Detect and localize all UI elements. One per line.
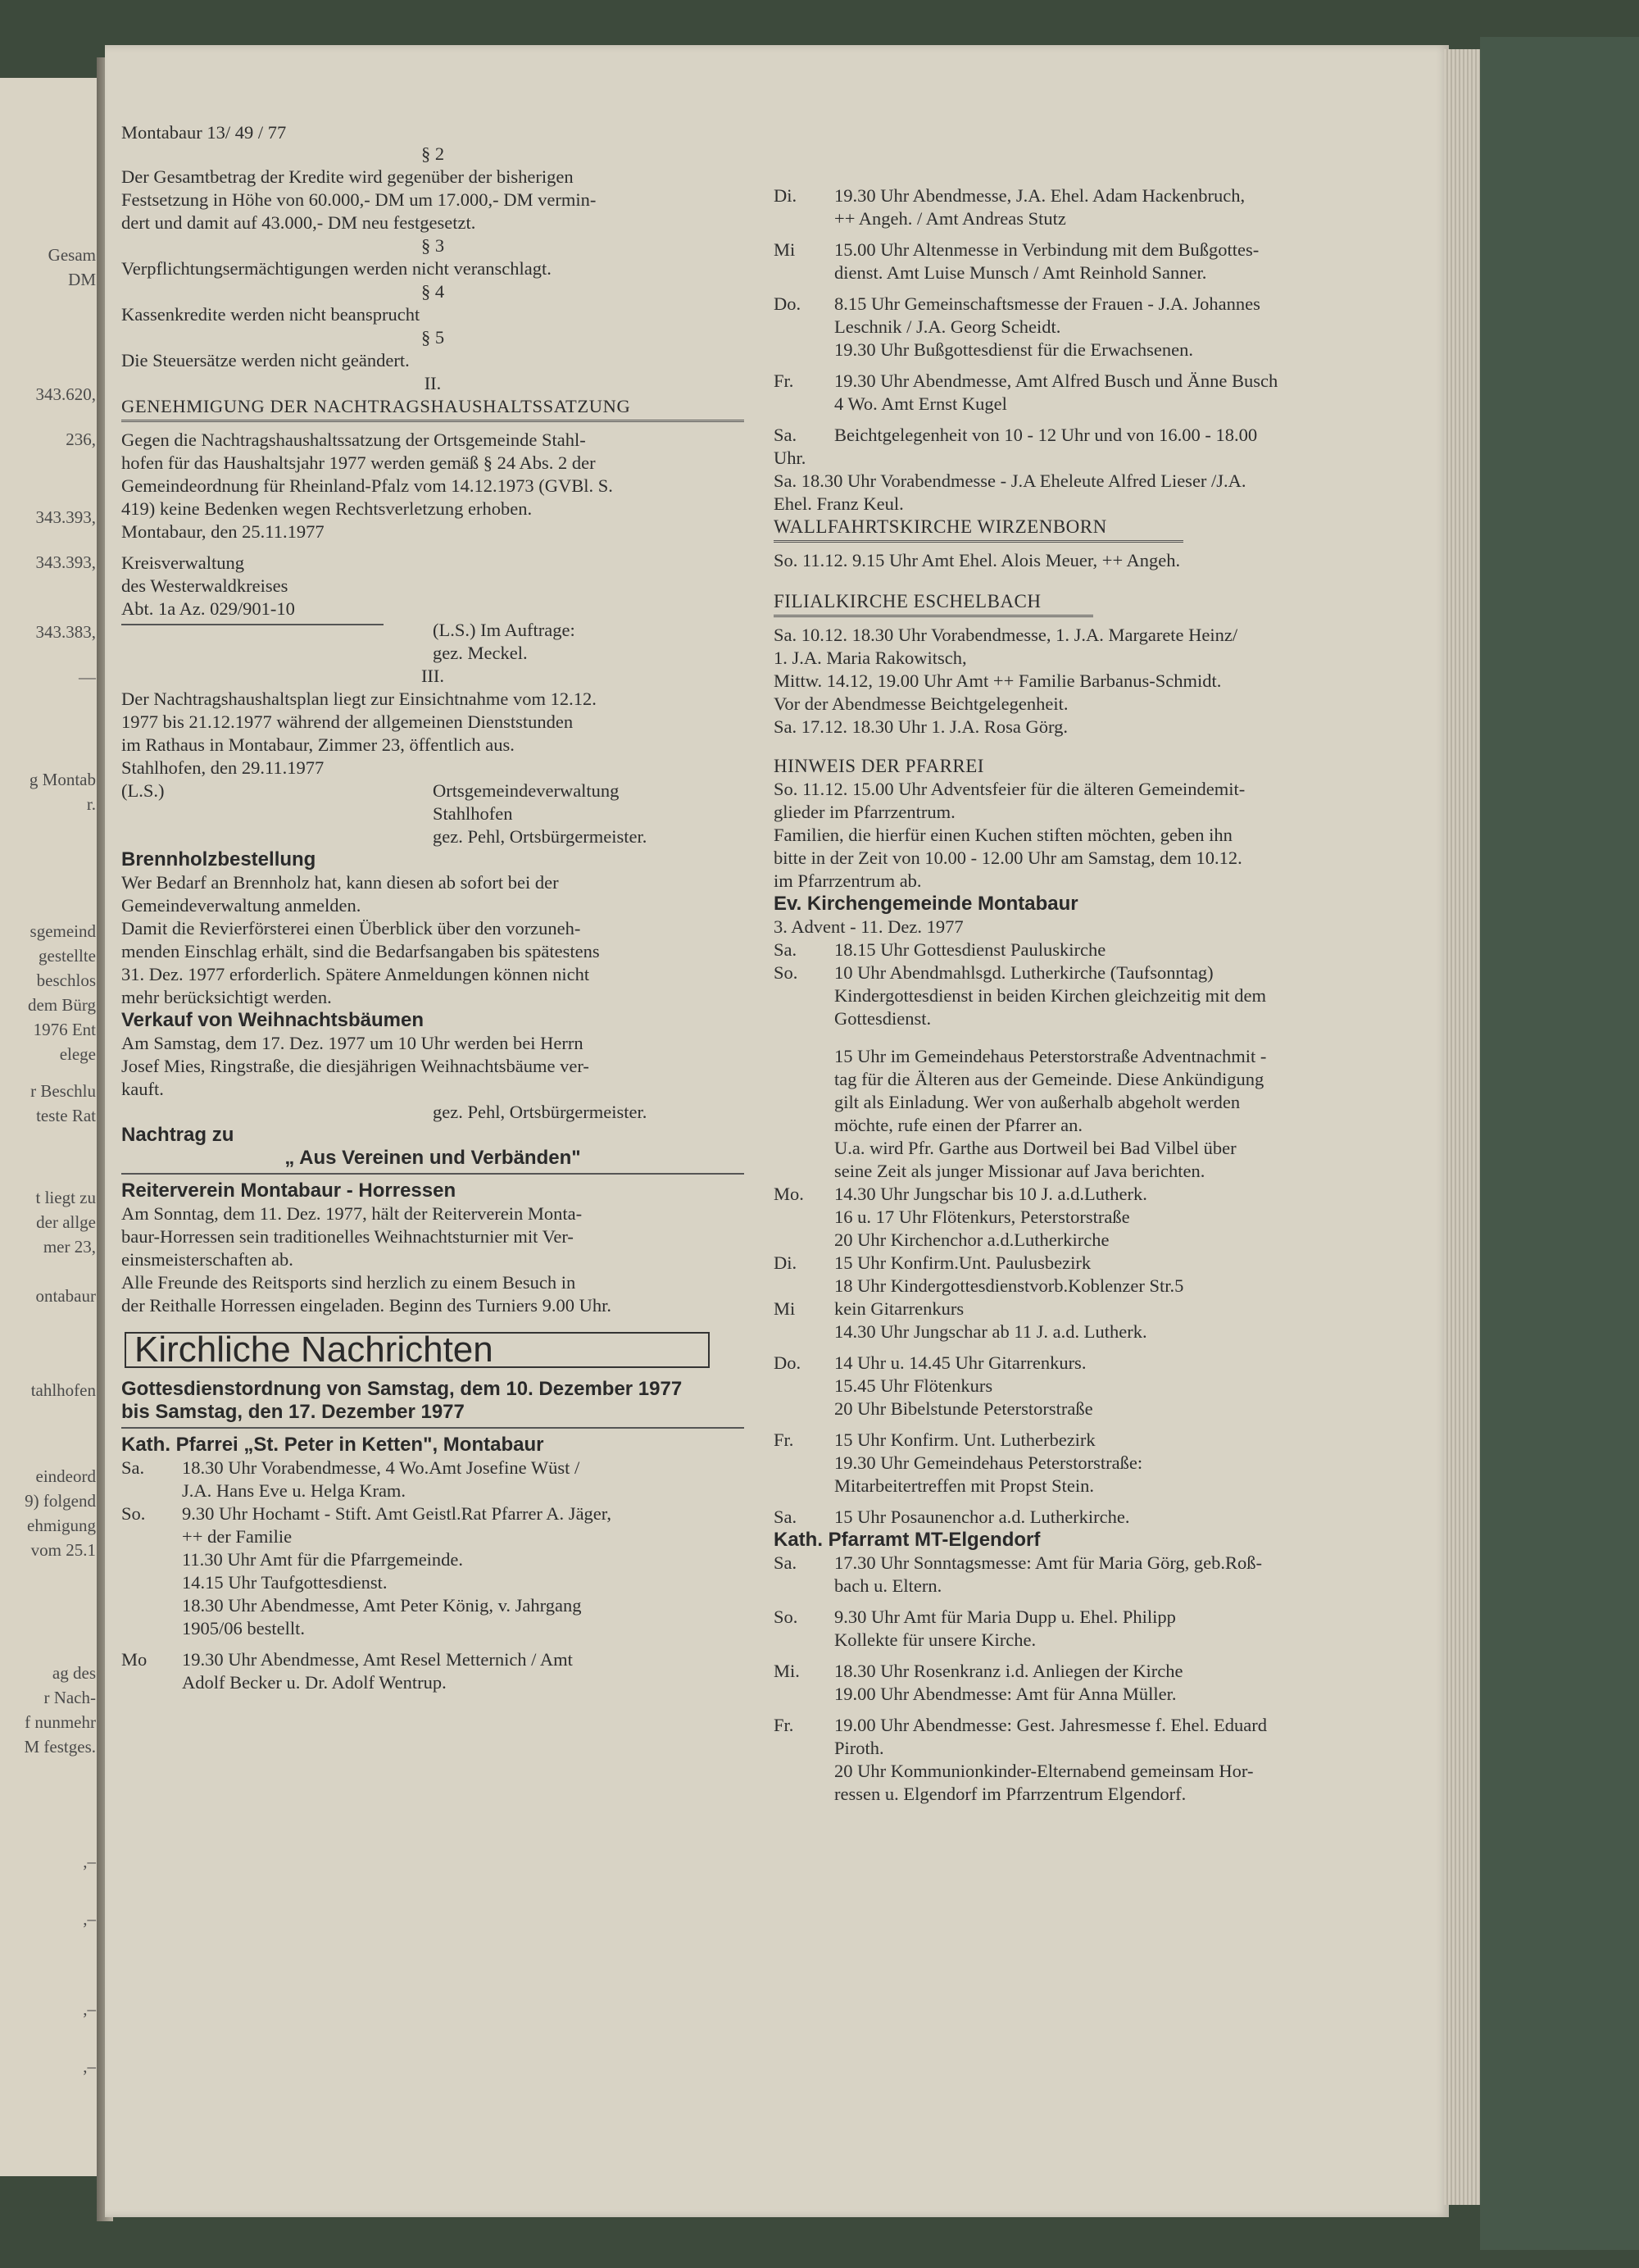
kirchliche-nachrichten-box: Kirchliche Nachrichten <box>125 1332 710 1368</box>
verkauf-heading: Verkauf von Weihnachtsbäumen <box>121 1009 424 1031</box>
section-2-text: Der Gesamtbetrag der Kredite wird gegenüber der bisherigen Festsetzung in Höhe von 60.000,- DM um 17.000,- DM vermin- dert und damit auf 43.000,- DM neu festgesetzt. <box>121 166 597 233</box>
previous-page-fragment: 9) folgend <box>25 1491 96 1511</box>
section-4-heading: § 4 <box>420 281 445 302</box>
previous-page-fragment: 343.620, <box>35 384 96 404</box>
previous-page-fragment: r. <box>86 794 96 814</box>
signature-meckel: gez. Meckel. <box>433 643 528 663</box>
schedule-line: Sa. 18.30 Uhr Vorabendmesse - J.A Eheleute Alfred Lieser /J.A. <box>774 470 1246 491</box>
previous-page-fragment: ,– <box>83 1909 96 1929</box>
schedule-row: 15 Uhr im Gemeindehaus Peterstorstraße Adventnachmit - tag für die Älteren aus der Gemeinde. Diese Ankündigung gilt als Einladung. Wer von außerhalb abgeholt werden möchte, rufe einen der Pfarrer an. U.a. wird Pfr. Garthe aus Dortweil bei Bad Vilbel über seine Zeit als junger Missionar auf Java berichten. <box>834 1046 1267 1181</box>
genehmigung-text: Gegen die Nachtragshaushaltssatzung der Ortsgemeinde Stahl- hofen für das Haushaltsjahr 1977 werden gemäß § 24 Abs. 2 der Gemeindeordnung für Rheinland-Pfalz vom 14.12.1973 (GVBl. S. 419) keine Bedenken wegen Rechtsverletzung erhoben. <box>121 430 613 519</box>
previous-page-fragment: gestellte <box>39 946 96 966</box>
vereine-heading: „ Aus Vereinen und Verbänden" <box>284 1147 581 1169</box>
schedule-row: Sa. 18.15 Uhr Gottesdienst Pauluskirche <box>774 939 1106 960</box>
previous-page-fragment: tahlhofen <box>30 1380 96 1400</box>
section-3-heading: § 3 <box>420 235 445 256</box>
reiterverein-heading: Reiterverein Montabaur - Horressen <box>121 1179 456 1202</box>
ev-subheading: 3. Advent - 11. Dez. 1977 <box>774 916 964 937</box>
section-5-heading: § 5 <box>420 327 445 348</box>
schedule-row: Di. 19.30 Uhr Abendmesse, J.A. Ehel. Adam Hackenbruch, ++ Angeh. / Amt Andreas Stutz <box>774 185 1246 229</box>
schedule-line: Uhr. <box>774 448 806 468</box>
ls-im-auftrage: (L.S.) Im Auftrage: <box>433 620 575 640</box>
gottesdienstordnung-line2: bis Samstag, den 17. Dezember 1977 <box>121 1401 465 1423</box>
schedule-row: So. 10 Uhr Abendmahlsgd. Lutherkirche (Taufsonntag) Kindergottesdienst in beiden Kirchen gleichzeitig mit dem Gottesdienst. <box>774 962 1266 1029</box>
schedule-row: So. 9.30 Uhr Amt für Maria Dupp u. Ehel. Philipp Kollekte für unsere Kirche. <box>774 1607 1176 1650</box>
previous-page-fragment: 343.393, <box>35 552 96 572</box>
left-column <box>121 121 744 1694</box>
book-cover <box>1480 37 1639 2250</box>
nachtrag-heading: Nachtrag zu <box>121 1124 234 1146</box>
hinweis-text: So. 11.12. 15.00 Uhr Adventsfeier für die älteren Gemeindemit- glieder im Pfarrzentrum. Familien, die hierfür einen Kuchen stiften möchten, geben ihn bitte in der Zeit von 10.00 - 12.00 Uhr am Samstag, dem 10.12. im Pfarrzentrum ab. <box>774 779 1246 891</box>
previous-page-fragment: dem Bürg <box>27 995 96 1015</box>
reference-number: Montabaur 13/ 49 / 77 <box>121 122 287 143</box>
schedule-row: Sa. Beichtgelegenheit von 10 - 12 Uhr und von 16.00 - 18.00 <box>774 425 1258 445</box>
brennholz-heading: Brennholzbestellung <box>121 848 316 870</box>
previous-page-fragment: ehmigung <box>27 1516 96 1535</box>
previous-page-fragment: Gesam <box>48 245 96 265</box>
previous-page-fragment: g Montab <box>29 770 96 789</box>
previous-page-fragment: f nunmehr <box>25 1712 96 1732</box>
schedule-row: Mo 19.30 Uhr Abendmesse, Amt Resel Metternich / Amt Adolf Becker u. Dr. Adolf Wentrup. <box>121 1649 573 1693</box>
schedule-row: Fr. 15 Uhr Konfirm. Unt. Lutherbezirk 19.30 Uhr Gemeindehaus Peterstorstraße: Mitarbeitertreffen mit Propst Stein. <box>774 1429 1143 1496</box>
previous-page-fragment: ,– <box>83 1852 96 1871</box>
verkauf-signature: gez. Pehl, Ortsbürgermeister. <box>433 1102 647 1122</box>
section-5-text: Die Steuersätze werden nicht geändert. <box>121 350 410 370</box>
kreisverwaltung-block: Kreisverwaltung des Westerwaldkreises Abt. 1a Az. 029/901-10 <box>121 552 295 619</box>
previous-page-fragment: 343.393, <box>35 507 96 527</box>
verkauf-text: Am Samstag, dem 17. Dez. 1977 um 10 Uhr werden bei Herrn Josef Mies, Ringstraße, die diesjährigen Weihnachtsbäume ver- kauft. <box>121 1033 589 1099</box>
brennholz-text: Wer Bedarf an Brennholz hat, kann diesen ab sofort bei der Gemeindeverwaltung anmelden. Damit die Revierförsterei einen Überblick über den vorzuneh- menden Einschlag erhält, sind die Bedarfsangaben bis spätestens 31. Dez. 1977 erforderlich. Spätere Anmeldungen können nicht mehr berücksichtigt werden. <box>121 872 600 1007</box>
hinweis-heading: HINWEIS DER PFARREI <box>774 756 984 776</box>
right-column <box>774 184 1421 1806</box>
previous-page-fragment: beschlos <box>36 970 96 990</box>
schedule-row: Mi. 18.30 Uhr Rosenkranz i.d. Anliegen der Kirche 19.00 Uhr Abendmesse: Amt für Anna Müller. <box>774 1661 1183 1704</box>
previous-page-fragment: der allge <box>36 1212 96 1232</box>
kath-pfarrei-heading: Kath. Pfarrei „St. Peter in Ketten", Montabaur <box>121 1434 544 1456</box>
schedule-line: Ehel. Franz Keul. <box>774 493 904 514</box>
previous-page-fragment: 236, <box>66 430 96 449</box>
schedule-row: Sa. 18.30 Uhr Vorabendmesse, 4 Wo.Amt Josefine Wüst / J.A. Hans Eve u. Helga Kram. <box>121 1457 580 1501</box>
schedule-row: Sa. 15 Uhr Posaunenchor a.d. Lutherkirche. <box>774 1507 1130 1527</box>
schedule-row: Do. 8.15 Uhr Gemeinschaftsmesse der Frauen - J.A. Johannes Leschnik / J.A. Georg Scheidt. 19.30 Uhr Bußgottesdienst für die Erwachsenen. <box>774 293 1260 360</box>
schedule-row: Do. 14 Uhr u. 14.45 Uhr Gitarrenkurs. 15.45 Uhr Flötenkurs 20 Uhr Bibelstunde Peterstorstraße <box>774 1352 1093 1419</box>
section-3-text: Verpflichtungsermächtigungen werden nicht veranschlagt. <box>121 258 552 279</box>
ev-kirchengemeinde-heading: Ev. Kirchengemeinde Montabaur <box>774 893 1078 915</box>
previous-page-fragment: ,– <box>83 2057 96 2076</box>
previous-page-fragment: 1976 Ent <box>33 1020 96 1039</box>
previous-page-fragment: sgemeind <box>30 921 96 941</box>
filialkirche-heading: FILIALKIRCHE ESCHELBACH <box>774 591 1042 611</box>
auslegung-text: Der Nachtragshaushaltsplan liegt zur Einsichtnahme vom 12.12. 1977 bis 21.12.1977 während der allgemeinen Dienststunden im Rathaus in Montabaur, Zimmer 23, öffentlich aus. <box>121 689 597 755</box>
double-rule <box>774 615 1093 617</box>
previous-page-fragment: r Beschlu <box>30 1081 96 1101</box>
double-rule <box>121 420 744 422</box>
divider <box>121 1427 744 1429</box>
previous-page-fragment: eindeord <box>35 1466 96 1486</box>
genehmigung-heading: GENEHMIGUNG DER NACHTRAGSHAUSHALTSSATZUNG <box>121 396 631 416</box>
date-montabaur: Montabaur, den 25.11.1977 <box>121 521 325 542</box>
wallfahrtskirche-heading: WALLFAHRTSKIRCHE WIRZENBORN <box>774 516 1107 537</box>
page-edges <box>1444 49 1483 2205</box>
gottesdienstordnung-line1: Gottesdienstordnung von Samstag, dem 10. Dezember 1977 <box>121 1378 683 1400</box>
schedule-row: Fr. 19.30 Uhr Abendmesse, Amt Alfred Busch und Änne Busch 4 Wo. Amt Ernst Kugel <box>774 370 1278 414</box>
previous-page-fragment: vom 25.1 <box>30 1540 96 1560</box>
previous-page-fragment: teste Rat <box>36 1106 96 1125</box>
reiterverein-text: Am Sonntag, dem 11. Dez. 1977, hält der Reiterverein Monta- baur-Horressen sein traditionelles Weihnachtsturnier mit Ver- einsmeisterschaften ab. Alle Freunde des Reitsports sind herzlich zu einem Besuch in der Reithalle Horressen eingeladen. Beginn des Turniers 9.00 Uhr. <box>121 1203 612 1316</box>
schedule-row: Mi kein Gitarrenkurs 14.30 Uhr Jungschar ab 11 J. a.d. Lutherk. <box>774 1298 1147 1342</box>
previous-page-fragment: DM <box>68 270 96 289</box>
previous-page-fragment: t liegt zu <box>35 1188 96 1207</box>
schedule-row: Mo. 14.30 Uhr Jungschar bis 10 J. a.d.Lutherk. 16 u. 17 Uhr Flötenkurs, Peterstorstraße 20 Uhr Kirchenchor a.d.Lutherkirche <box>774 1184 1147 1250</box>
schedule-row: Mi 15.00 Uhr Altenmesse in Verbindung mit dem Bußgottes- dienst. Amt Luise Munsch / Amt Reinhold Sanner. <box>774 239 1260 283</box>
wallfahrtskirche-line: So. 11.12. 9.15 Uhr Amt Ehel. Alois Meuer, ++ Angeh. <box>774 550 1181 570</box>
divider <box>121 1173 744 1175</box>
elgendorf-schedule <box>774 1552 1421 1806</box>
ls-seal: (L.S.) <box>121 780 165 801</box>
previous-page-fragment: r Nach- <box>43 1688 96 1707</box>
schedule-row: Fr. 19.00 Uhr Abendmesse: Gest. Jahresmesse f. Ehel. Eduard Piroth. 20 Uhr Kommunionkinder-Elternabend gemeinsam Hor- ressen u. Elgendorf im Pfarrzentrum Elgendorf. <box>774 1715 1268 1804</box>
section-4-text: Kassenkredite werden nicht beansprucht <box>121 304 420 325</box>
kath-schedule <box>121 1457 744 1694</box>
filialkirche-text: Sa. 10.12. 18.30 Uhr Vorabendmesse, 1. J.A. Margarete Heinz/ 1. J.A. Maria Rakowitsch, Mittw. 14.12, 19.00 Uhr Amt ++ Familie Barbanus-Schmidt. Vor der Abendmesse Beichtgelegenheit. Sa. 17.12. 18.30 Uhr 1. J.A. Rosa Görg. <box>774 625 1238 737</box>
stahlhofen-signature: (L.S.) Ortsgemeindeverwaltung Stahlhofen gez. Pehl, Ortsbürgermeister. <box>121 780 647 847</box>
schedule-row: So. 9.30 Uhr Hochamt - Stift. Amt Geistl.Rat Pfarrer A. Jäger, ++ der Familie 11.30 Uhr Amt für die Pfarrgemeinde. 14.15 Uhr Taufgottesdienst. 18.30 Uhr Abendmesse, Amt Peter König, v. Jahrgang 1905/06 bestellt. <box>121 1503 612 1639</box>
stahlhofen-date: Stahlhofen, den 29.11.1977 <box>121 757 325 778</box>
previous-page-fragment: elege <box>59 1044 96 1064</box>
week-schedule <box>774 184 1421 516</box>
previous-page-fragment: ontabaur <box>35 1286 96 1306</box>
schedule-row: Di. 15 Uhr Konfirm.Unt. Paulusbezirk 18 Uhr Kindergottesdienstvorb.Koblenzer Str.5 <box>774 1252 1184 1296</box>
roman-2: II. <box>424 373 442 393</box>
previous-page-strip <box>0 78 102 2176</box>
previous-page-fragment: mer 23, <box>43 1237 96 1257</box>
previous-page-fragment: ag des <box>52 1663 96 1683</box>
double-rule <box>774 540 1183 543</box>
previous-page-fragment: ,– <box>83 1999 96 2019</box>
roman-3: III. <box>420 666 445 686</box>
elgendorf-heading: Kath. Pfarramt MT-Elgendorf <box>774 1529 1041 1551</box>
section-2-heading: § 2 <box>420 143 445 164</box>
previous-page-fragment: M festges. <box>24 1737 96 1757</box>
schedule-row: Sa. 17.30 Uhr Sonntagsmesse: Amt für Maria Görg, geb.Roß- bach u. Eltern. <box>774 1552 1263 1596</box>
previous-page-fragment: 343.383, <box>35 622 96 642</box>
previous-page-fragment: — <box>79 667 96 687</box>
ev-schedule <box>774 939 1421 1529</box>
